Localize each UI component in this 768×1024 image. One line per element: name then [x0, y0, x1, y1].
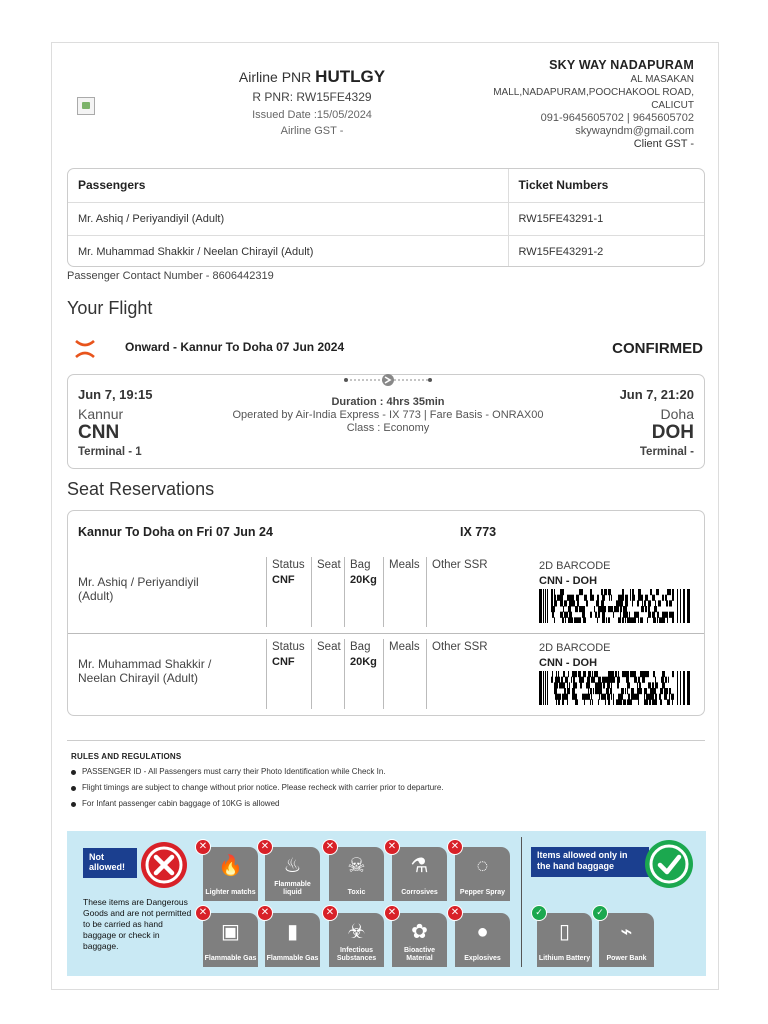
agency-block [464, 59, 694, 151]
prohibited-badge-icon: ✕ [322, 905, 338, 921]
agency-address-1: AL MASAKAN [630, 74, 694, 85]
agency-logo-broken-image [77, 97, 95, 115]
prohibited-badge-icon: ✕ [447, 905, 463, 921]
not-allowed-icon [139, 840, 189, 890]
corrosive-icon: ⚗ Corrosives [392, 847, 447, 901]
airline-pnr-value: HUTLGY [315, 67, 386, 86]
pnr-block [202, 67, 422, 137]
prohibited-badge-icon: ✕ [384, 839, 400, 855]
agency-address-2: MALL,NADAPURAM,POOCHAKOOL ROAD, [493, 87, 694, 98]
agency-name: SKY WAY NADAPURAM [549, 58, 694, 72]
prohibited-badge-icon: ✕ [257, 905, 273, 921]
passenger-name: Mr. Ashiq / Periyandiyil (Adult) [68, 202, 508, 235]
airline-logo-icon [74, 340, 96, 358]
biohazard-icon: ☣ Infectious Substances [329, 913, 384, 967]
barcode-route: CNN - DOH [539, 657, 598, 669]
arrival-datetime: Jun 7, 21:20 [619, 387, 694, 402]
e-ticket-page [51, 42, 719, 990]
arrival-terminal: Terminal - [639, 446, 694, 458]
list-item: For Infant passenger cabin baggage of 10KG is allowed [71, 799, 444, 815]
dangerous-goods-description: These items are Dangerous Goods and are not permitted to be carried as hand baggage or check in baggage. [83, 897, 192, 951]
flight-duration: Duration : 4hrs 35min [331, 396, 445, 408]
prohibited-badge-icon: ✕ [322, 839, 338, 855]
seat-row [68, 639, 704, 717]
seat-column: Seat [311, 557, 345, 627]
seat-reservations-heading: Seat Reservations [67, 479, 215, 499]
flammable-liquid-icon: ♨ Flammable liquid [265, 847, 320, 901]
barcode-label: 2D BARCODE [539, 560, 611, 572]
ticket-number: RW15FE43291-2 [508, 235, 704, 267]
seat-reservations-card [67, 510, 705, 716]
seat-route: Kannur To Doha on Fri 07 Jun 24 [78, 525, 273, 539]
divider [67, 740, 705, 741]
bag-column: Bag 20Kg [344, 639, 384, 709]
r-pnr: R PNR: RW15FE4329 [252, 90, 372, 104]
power-bank-icon: ⌁ Power Bank [599, 913, 654, 967]
agency-address-3: CALICUT [651, 100, 694, 111]
hand-baggage-label: Items allowed only in the hand baggage [531, 847, 649, 877]
table-header-row [68, 169, 704, 202]
issued-date: Issued Date :15/05/2024 [252, 109, 372, 121]
passenger-contact: Passenger Contact Number - 8606442319 [67, 270, 274, 282]
operated-by: Operated by Air-India Express - IX 773 | Fare Basis - ONRAX00 [232, 409, 544, 421]
onward-route: Onward - Kannur To Doha 07 Jun 2024 [125, 340, 345, 354]
departure-city: Kannur [78, 406, 124, 422]
departure-block [78, 387, 152, 458]
seat-passenger-name: Mr. Muhammad Shakkir / Neelan Chirayil (Adult) [78, 657, 212, 685]
allowed-badge-icon: ✓ [531, 905, 547, 921]
gas-cylinder-icon: ▣ Flammable Gas [203, 913, 258, 967]
your-flight-heading: Your Flight [67, 298, 153, 318]
passengers-table [67, 168, 705, 267]
departure-code: CNN [78, 422, 120, 443]
rules-list [71, 767, 444, 815]
prohibited-badge-icon: ✕ [195, 905, 211, 921]
barcode-route: CNN - DOH [539, 575, 598, 587]
other-ssr-column: Other SSR [426, 557, 526, 627]
arrival-code: DOH [651, 422, 694, 443]
pdf417-barcode [539, 589, 691, 623]
gas-canister-icon: ▮ Flammable Gas [265, 913, 320, 967]
seat-row [68, 557, 704, 635]
not-allowed-label: Not allowed! [83, 848, 137, 878]
list-item: Flight timings are subject to change without prior notice. Please recheck with carrier prior to departure. [71, 783, 444, 799]
passenger-name: Mr. Muhammad Shakkir / Neelan Chirayil (Adult) [68, 235, 508, 267]
seat-passenger-name: Mr. Ashiq / Periyandiyil (Adult) [78, 575, 199, 603]
list-item: PASSENGER ID - All Passengers must carry their Photo Identification while Check In. [71, 767, 444, 783]
departure-terminal: Terminal - 1 [78, 446, 142, 458]
prohibited-badge-icon: ✕ [447, 839, 463, 855]
arrival-city: Doha [660, 406, 694, 422]
column-header: Passengers [78, 178, 146, 193]
departure-datetime: Jun 7, 19:15 [78, 387, 153, 402]
lighter-icon: 🔥 Lighter matchs [203, 847, 258, 901]
rules-section [71, 752, 444, 815]
cabin-class: Class : Economy [346, 422, 430, 434]
bioactive-icon: ✿ Bioactive Material [392, 913, 447, 967]
airline-pnr: Airline PNR HUTLGY [238, 67, 386, 86]
toxic-icon: ☠ Toxic [329, 847, 384, 901]
flight-path-icon [342, 373, 434, 387]
bomb-icon: ● Explosives [455, 913, 510, 967]
seat-flight-number: IX 773 [460, 525, 497, 539]
table-row [68, 235, 704, 267]
airline-gst: Airline GST - [280, 125, 344, 137]
booking-status: CONFIRMED [612, 340, 703, 357]
ticket-number: RW15FE43291-1 [508, 202, 704, 235]
barcode-label: 2D BARCODE [539, 642, 611, 654]
bag-column: Bag 20Kg [344, 557, 384, 627]
column-header: Ticket Numbers [508, 169, 704, 202]
prohibited-badge-icon: ✕ [384, 905, 400, 921]
battery-icon: ▯ Lithium Battery [537, 913, 592, 967]
pepper-spray-icon: ◌ Pepper Spray [455, 847, 510, 901]
agency-email: skywayndm@gmail.com [575, 125, 694, 137]
pdf417-barcode [539, 671, 691, 705]
rules-title: RULES AND REGULATIONS [71, 752, 182, 761]
allowed-check-icon [643, 838, 695, 890]
status-column: Status CNF [266, 639, 312, 709]
status-column: Status CNF [266, 557, 312, 627]
prohibited-badge-icon: ✕ [257, 839, 273, 855]
divider [521, 837, 522, 967]
agency-phone: 091-9645605702 | 9645605702 [540, 112, 694, 124]
meals-column: Meals [383, 639, 427, 709]
dangerous-goods-panel [67, 831, 706, 976]
flight-card [67, 374, 705, 469]
seat-column: Seat [311, 639, 345, 709]
client-gst: Client GST - [633, 138, 694, 150]
table-row [68, 202, 704, 235]
other-ssr-column: Other SSR [426, 639, 526, 709]
row-divider [68, 633, 704, 634]
meals-column: Meals [383, 557, 427, 627]
prohibited-badge-icon: ✕ [195, 839, 211, 855]
flight-details [188, 396, 588, 435]
allowed-badge-icon: ✓ [592, 905, 608, 921]
arrival-block [620, 387, 694, 458]
